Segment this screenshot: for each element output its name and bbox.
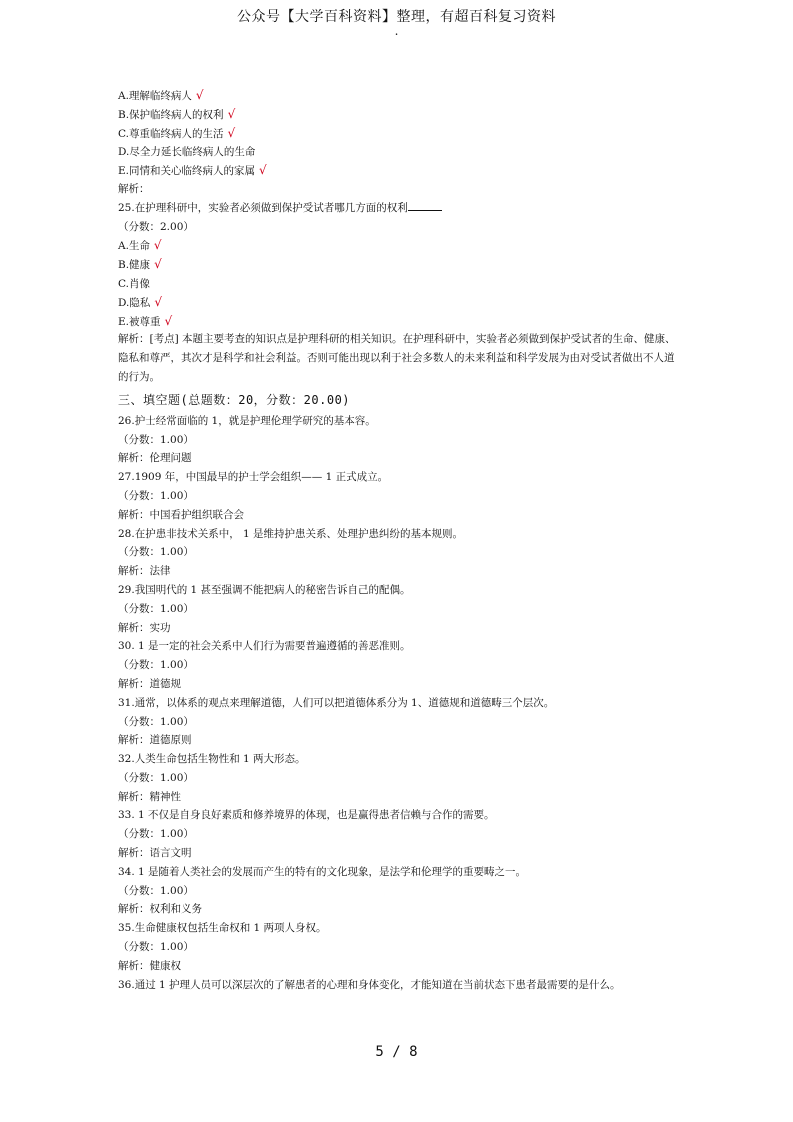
question-item bbox=[118, 863, 678, 919]
checkmark-icon: √ bbox=[227, 125, 236, 140]
fill-questions bbox=[118, 412, 678, 976]
q25 bbox=[118, 199, 678, 387]
question-score: （分数：1.00） bbox=[118, 659, 194, 672]
question-item bbox=[118, 806, 678, 862]
question-stem: 35.生命健康权包括生命权和 1 两项人身权。 bbox=[118, 922, 327, 935]
option-e: E.被尊重 √ bbox=[118, 313, 173, 328]
question-item bbox=[118, 919, 678, 975]
question-item bbox=[118, 694, 678, 750]
document-body bbox=[118, 86, 678, 994]
section-title: 三、填空题(总题数：20，分数：20.00) bbox=[118, 392, 351, 407]
option-c: C.肖像 bbox=[118, 277, 150, 290]
question-item bbox=[118, 412, 678, 468]
question-stem: 33. 1 不仅是自身良好素质和修养境界的体现，也是赢得患者信赖与合作的需要。 bbox=[118, 809, 495, 822]
checkmark-icon: √ bbox=[153, 238, 162, 253]
question-score: （分数：1.00） bbox=[118, 884, 194, 897]
question-analysis: 解析：语言文明 bbox=[118, 847, 192, 860]
question-item bbox=[118, 637, 678, 693]
checkmark-icon: √ bbox=[227, 106, 236, 121]
question-score: （分数：1.00） bbox=[118, 828, 194, 841]
option-b: B.健康 √ bbox=[118, 257, 162, 272]
q24-options bbox=[118, 86, 678, 199]
q24-analysis: 解析： bbox=[118, 182, 150, 195]
question-analysis: 解析：健康权 bbox=[118, 959, 181, 972]
page-header: 公众号【大学百科资料】整理，有超百科复习资料 bbox=[237, 9, 556, 25]
question-item bbox=[118, 750, 678, 806]
q25-stem: 25.在护理科研中，实验者必须做到保护受试者哪几方面的权利 bbox=[118, 199, 678, 218]
q25-analysis: 解析：[考点] 本题主要考查的知识点是护理科研的相关知识。在护理科研中，实验者必须做到保护受试者的生命、健康、隐私和尊严，其次才是科学和社会利益。否则可能出现以利于社会多数人的未来利益和科学发展为由对受试者做出不人道的行为。 bbox=[118, 333, 676, 383]
question-analysis: 解析：伦理问题 bbox=[118, 452, 192, 465]
question-score: （分数：1.00） bbox=[118, 602, 194, 615]
q25-score: （分数：2.00） bbox=[118, 220, 194, 233]
page-number: 5 / 8 bbox=[375, 1044, 418, 1060]
question-stem: 27.1909 年，中国最早的护士学会组织—— 1 正式成立。 bbox=[118, 471, 389, 484]
header-dot: . bbox=[394, 24, 399, 38]
checkmark-icon: √ bbox=[154, 294, 163, 309]
question-score: （分数：1.00） bbox=[118, 489, 194, 502]
question-analysis: 解析：道德原则 bbox=[118, 734, 192, 747]
option-a: A.理解临终病人 √ bbox=[118, 88, 204, 102]
question-stem: 32.人类生命包括生物性和 1 两大形态。 bbox=[118, 753, 306, 766]
checkmark-icon: √ bbox=[259, 163, 267, 178]
question-score: （分数：1.00） bbox=[118, 715, 194, 728]
q36-stem: 36.通过 1 护理人员可以深层次的了解患者的心理和身体变化，才能知道在当前状态下患者最需要的是什么。 bbox=[118, 978, 621, 991]
question-analysis: 解析：法律 bbox=[118, 565, 171, 578]
question-analysis: 解析：权利和义务 bbox=[118, 903, 202, 916]
question-item bbox=[118, 468, 678, 524]
option-a: A.生命 √ bbox=[118, 238, 162, 253]
option-e: E.同情和关心临终病人的家属 √ bbox=[118, 163, 267, 178]
answer-blank bbox=[408, 200, 442, 211]
option-c: C.尊重临终病人的生活 √ bbox=[118, 125, 236, 140]
question-stem: 29.我国明代的 1 甚至强调不能把病人的秘密告诉自己的配偶。 bbox=[118, 583, 411, 596]
question-item bbox=[118, 525, 678, 581]
question-stem: 30. 1 是一定的社会关系中人们行为需要普遍遵循的善恶准则。 bbox=[118, 640, 411, 653]
question-stem: 34. 1 是随着人类社会的发展而产生的特有的文化现象，是法学和伦理学的重要畴之一。 bbox=[118, 865, 527, 878]
question-score: （分数：1.00） bbox=[118, 546, 194, 559]
question-analysis: 解析：实功 bbox=[118, 621, 171, 634]
question-stem: 31.通常，以体系的观点来理解道德，人们可以把道德体系分为 1、道德规和道德畴三个层次。 bbox=[118, 696, 555, 709]
question-score: （分数：1.00） bbox=[118, 941, 194, 954]
checkmark-icon: √ bbox=[154, 257, 162, 272]
option-d: D.隐私 √ bbox=[118, 294, 163, 309]
question-score: （分数：1.00） bbox=[118, 433, 194, 446]
question-score: （分数：1.00） bbox=[118, 771, 194, 784]
checkmark-icon: √ bbox=[195, 88, 204, 102]
question-analysis: 解析：中国看护组织联合会 bbox=[118, 508, 244, 521]
question-stem: 26.护士经常面临的 1，就是护理伦理学研究的基本容。 bbox=[118, 414, 376, 427]
question-analysis: 解析：道德规 bbox=[118, 677, 181, 690]
option-b: B.保护临终病人的权利 √ bbox=[118, 106, 236, 121]
question-stem: 28.在护患非技术关系中， 1 是维持护患关系、处理护患纠纷的基本规则。 bbox=[118, 527, 464, 540]
checkmark-icon: √ bbox=[164, 313, 173, 328]
question-analysis: 解析：精神性 bbox=[118, 790, 181, 803]
option-d: D.尽全力延长临终病人的生命 bbox=[118, 146, 256, 159]
question-item bbox=[118, 581, 678, 637]
